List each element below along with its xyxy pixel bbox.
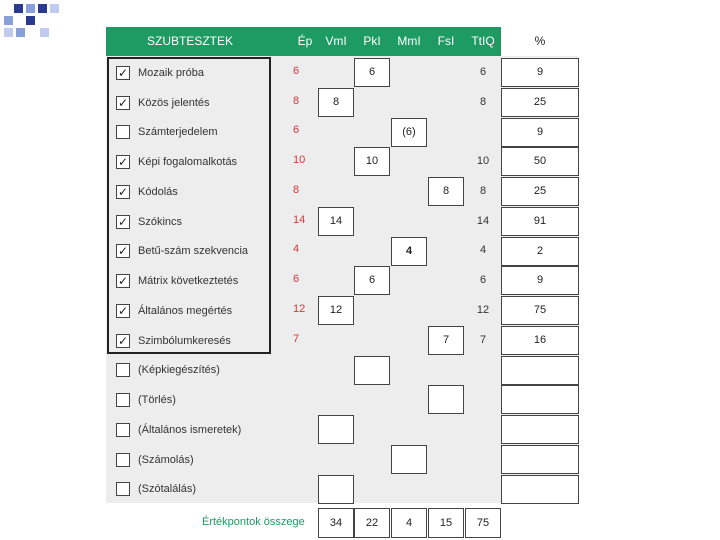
checkbox[interactable]: [116, 363, 130, 377]
header-subtests: SZUBTESZTEK: [147, 34, 234, 48]
subtest-name: Mozaik próba: [138, 66, 205, 79]
ttiq-value: 7: [479, 333, 487, 346]
ep-value: 6: [293, 64, 300, 77]
header-pki: PkI: [363, 34, 381, 48]
ttiq-value: 8: [479, 184, 487, 197]
sum-pki[interactable]: 22: [354, 508, 390, 538]
subtest-name: Kódolás: [138, 185, 178, 198]
ep-value: 8: [293, 183, 300, 196]
ep-value: 10: [293, 154, 306, 167]
sum-vmi[interactable]: 34: [318, 508, 354, 538]
vmi-box-empty[interactable]: [318, 415, 354, 444]
subtest-name: Betű-szám szekvencia: [138, 245, 249, 258]
header-ttiq: TtIQ: [471, 34, 495, 48]
percent-box[interactable]: 9: [501, 118, 579, 147]
header-vmi: VmI: [325, 34, 347, 48]
checkbox[interactable]: ✓: [117, 214, 129, 229]
ttiq-value: 6: [479, 65, 487, 78]
checkbox[interactable]: [116, 453, 130, 467]
checkbox[interactable]: [116, 482, 130, 496]
checkbox[interactable]: ✓: [117, 244, 129, 259]
pki-box[interactable]: 6: [354, 58, 390, 87]
checkbox[interactable]: ✓: [117, 184, 129, 199]
pki-box[interactable]: 10: [354, 147, 390, 176]
ep-value: 6: [293, 124, 300, 137]
header-ep: Ép: [297, 34, 313, 48]
subtest-name: Mátrix következtetés: [138, 275, 239, 288]
ep-value: 7: [293, 332, 300, 345]
fsi-box-empty[interactable]: [428, 385, 464, 414]
subtest-name: Általános megértés: [138, 304, 233, 317]
subtest-name: (Számolás): [138, 453, 194, 466]
vmi-box[interactable]: 14: [318, 207, 354, 236]
subtest-name: Számterjedelem: [138, 126, 218, 139]
header-fsi: FsI: [437, 34, 455, 48]
sum-ttiq[interactable]: 75: [465, 508, 501, 538]
header-percent: %: [501, 27, 579, 56]
subtest-name: (Képkiegészítés): [138, 364, 220, 377]
sum-fsi[interactable]: 15: [428, 508, 464, 538]
percent-box[interactable]: [501, 475, 579, 504]
subtest-name: (Törlés): [138, 394, 176, 407]
subtest-name: (Szótalálás): [138, 483, 197, 496]
checkbox[interactable]: [116, 423, 130, 437]
ttiq-value: 8: [479, 95, 487, 108]
ttiq-value: 14: [476, 214, 490, 227]
fsi-box[interactable]: 8: [428, 177, 464, 206]
ep-value: 12: [293, 302, 306, 315]
percent-box[interactable]: 9: [501, 266, 579, 295]
percent-box[interactable]: [501, 445, 579, 474]
ttiq-value: 10: [476, 155, 490, 168]
checkbox[interactable]: ✓: [117, 333, 129, 348]
percent-box[interactable]: [501, 385, 579, 414]
ttiq-value: 6: [479, 274, 487, 287]
checkbox[interactable]: ✓: [117, 303, 129, 318]
ep-value: 14: [293, 213, 306, 226]
percent-box[interactable]: 9: [501, 58, 579, 87]
ttiq-value: 12: [476, 303, 490, 316]
ep-value: 8: [293, 94, 300, 107]
checkbox[interactable]: ✓: [117, 65, 129, 80]
checkbox[interactable]: [116, 393, 130, 407]
vmi-box-empty[interactable]: [318, 475, 354, 504]
subtest-name: (Általános ismeretek): [138, 423, 242, 436]
sum-mmi[interactable]: 4: [391, 508, 427, 538]
ep-value: 4: [293, 243, 300, 256]
percent-box[interactable]: 2: [501, 237, 579, 266]
mmi-box[interactable]: 4: [391, 237, 427, 266]
percent-box[interactable]: [501, 415, 579, 444]
subtest-name: Szimbólumkeresés: [138, 334, 231, 347]
ep-value: 6: [293, 273, 300, 286]
subtest-name: Képi fogalomalkotás: [138, 156, 238, 169]
pki-box-empty[interactable]: [354, 356, 390, 385]
ttiq-value: 4: [479, 244, 487, 257]
checkbox[interactable]: ✓: [117, 274, 129, 289]
pki-box[interactable]: 6: [354, 266, 390, 295]
header-mmi: MmI: [397, 34, 421, 48]
sum-label: Értékpontok összege: [202, 516, 305, 528]
subtest-name: Szókincs: [138, 215, 183, 228]
fsi-box[interactable]: 7: [428, 326, 464, 355]
checkbox[interactable]: ✓: [117, 155, 129, 170]
percent-box[interactable]: 25: [501, 88, 579, 117]
mmi-box-empty[interactable]: [391, 445, 427, 474]
vmi-box[interactable]: 12: [318, 296, 354, 325]
percent-box[interactable]: 91: [501, 207, 579, 236]
percent-box[interactable]: 75: [501, 296, 579, 325]
corner-decoration: [0, 0, 110, 50]
checkbox[interactable]: [116, 125, 130, 139]
percent-box[interactable]: [501, 356, 579, 385]
percent-box[interactable]: 16: [501, 326, 579, 355]
percent-box[interactable]: 50: [501, 147, 579, 176]
percent-box[interactable]: 25: [501, 177, 579, 206]
checkbox[interactable]: ✓: [117, 95, 129, 110]
vmi-box[interactable]: 8: [318, 88, 354, 117]
subtest-name: Közös jelentés: [138, 96, 210, 109]
mmi-box[interactable]: (6): [391, 118, 427, 147]
